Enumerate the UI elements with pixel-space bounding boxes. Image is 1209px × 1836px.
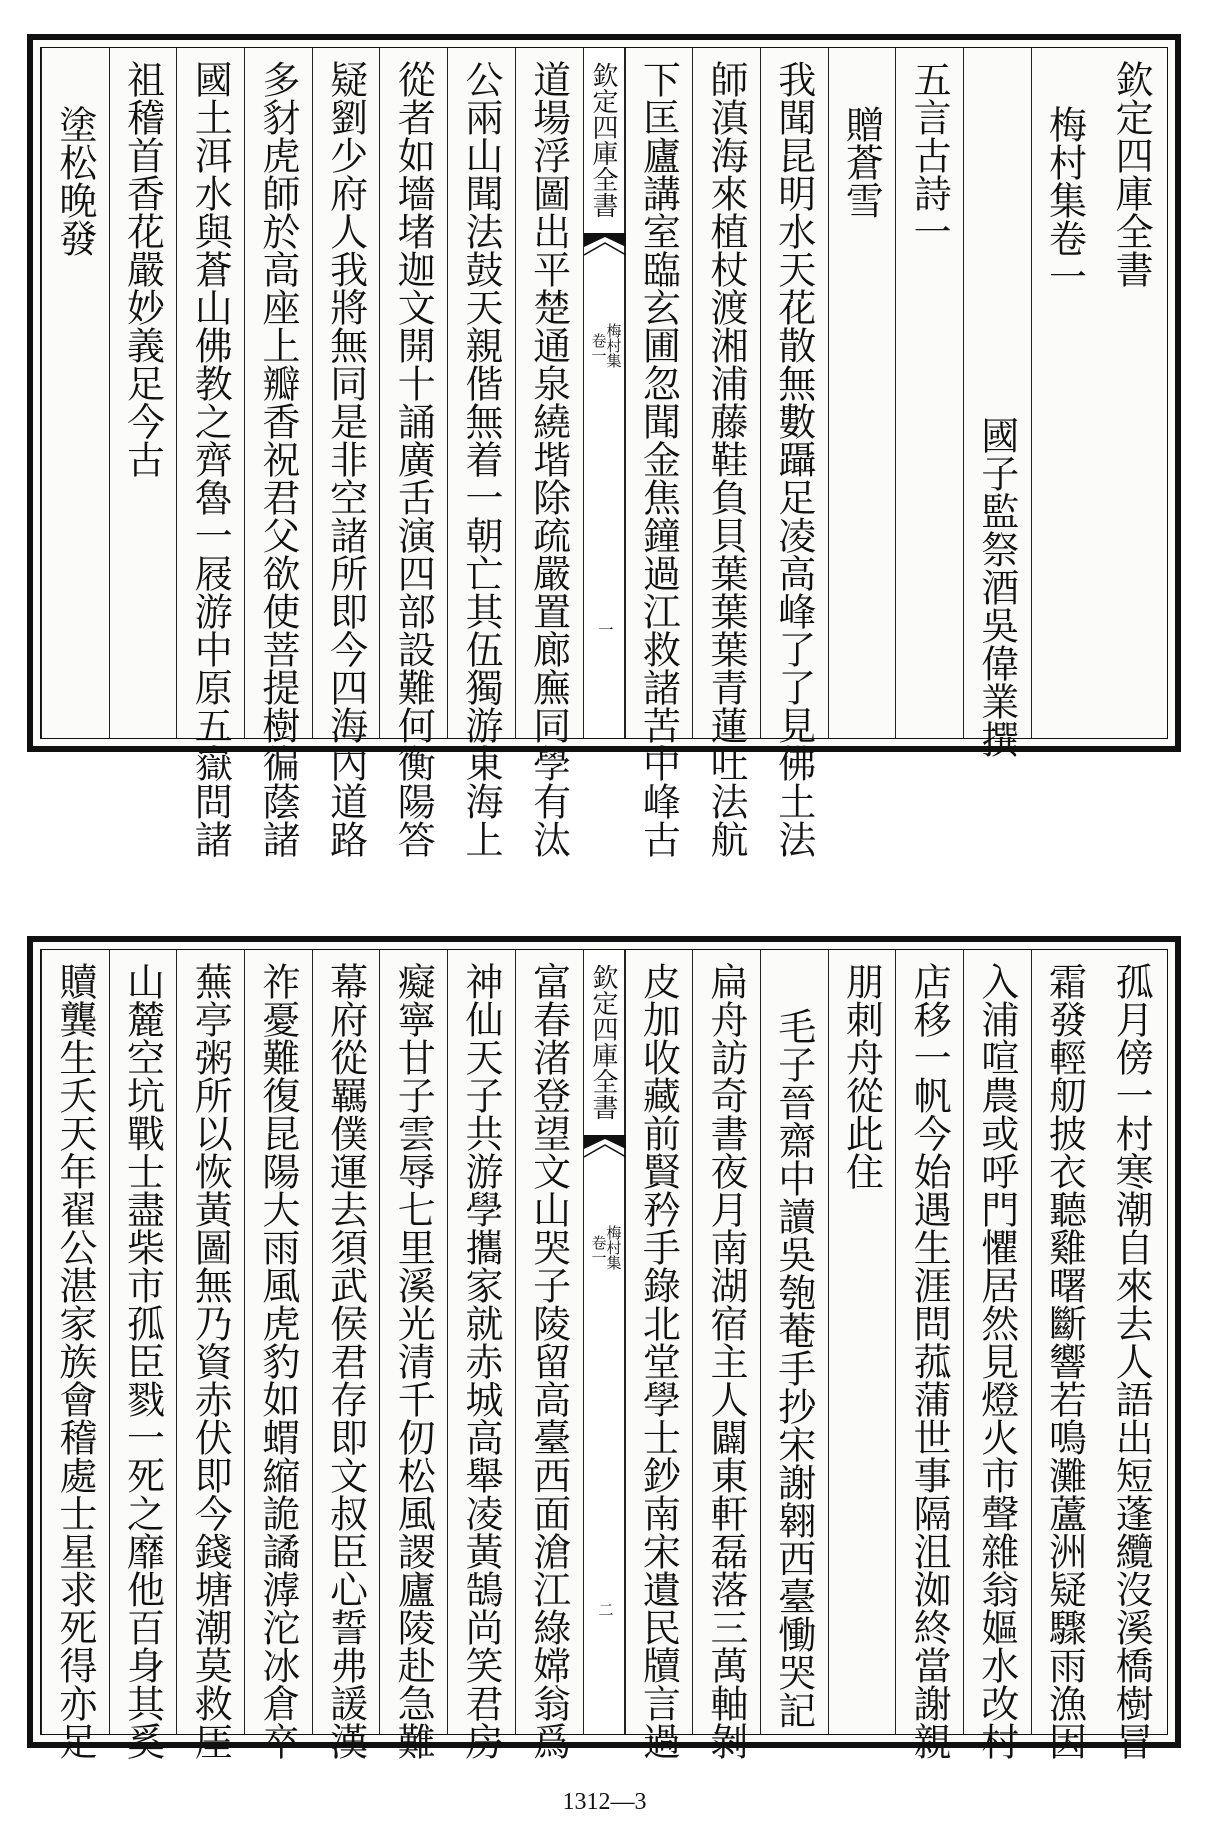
- column-text: 癡寧甘子雲辱七里溪光清千仞松風謖廬陵赴急難: [391, 962, 436, 1760]
- column-text: 祚憂難復昆陽大雨風虎豹如蝟縮詭譎滹沱冰倉卒: [255, 962, 300, 1760]
- top-page-frame: [27, 34, 1181, 858]
- text-column: [447, 950, 515, 1760]
- column-text: 道場浮圖出平楚通泉繞堦除疏嚴置廊廡同學有汰: [526, 60, 571, 858]
- top-page-inner-border: [40, 47, 1168, 858]
- column-text: 孤月傍一村寒潮自來去人語出短蓬纜沒溪橋樹冒: [1109, 962, 1154, 1760]
- text-column: [625, 950, 693, 1760]
- text-column: [1031, 48, 1099, 738]
- strip-book-name: 梅村集: [604, 1225, 623, 1270]
- text-column: [41, 950, 109, 1760]
- text-column: [692, 950, 760, 1760]
- strip-title: 欽定四庫全書: [588, 964, 618, 1120]
- text-column: [379, 48, 447, 858]
- column-text: 皮加收藏前賢矜手錄北堂學士鈔南宋遺民牘言過: [636, 962, 681, 1760]
- column-text: 欽定四庫全書: [1109, 60, 1154, 288]
- text-column: [109, 48, 177, 738]
- column-text: 祖稽首香花嚴妙義足今古: [120, 60, 165, 478]
- fishtail-mark: [584, 233, 626, 273]
- column-text: 入浦喧農或呼門懼居然見燈火市聲雜翁嫗水改村: [974, 962, 1019, 1760]
- column-text: 疑劉少府人我將無同是非空諸所即今四海內道路: [323, 60, 368, 858]
- text-column: [625, 48, 693, 858]
- column-text: 國子監祭酒吳偉業撰: [974, 416, 1019, 758]
- text-column: [176, 950, 244, 1760]
- center-fold-strip: [583, 950, 625, 1734]
- column-text: 神仙天子共游學攜家就赤城高舉凌黃鵠尚笑君房: [458, 962, 503, 1760]
- text-column: [895, 950, 963, 1760]
- column-text: 幕府從羈僕運去須武侯君存即文叔臣心誓弗諼漢: [323, 962, 368, 1760]
- column-text: 下匡廬講室臨玄圃忽聞金焦鐘過江救諸苦中峰古: [636, 60, 681, 858]
- strip-juan: 卷一: [589, 1235, 608, 1265]
- bottom-page-inner-border: [40, 949, 1168, 1760]
- text-column: [760, 950, 828, 1734]
- text-column: [447, 48, 515, 858]
- text-column: [963, 48, 1031, 758]
- column-text: 五言古詩一: [907, 60, 952, 250]
- text-column: [692, 48, 760, 858]
- column-text: 朋刺舟從此住: [839, 962, 884, 1190]
- strip-title: 欽定四庫全書: [588, 62, 618, 218]
- strip-page-number: 二: [596, 1602, 615, 1618]
- text-column: [379, 950, 447, 1760]
- column-text: 贈蒼雪: [839, 104, 884, 219]
- strip-book-name: 梅村集: [604, 323, 623, 368]
- column-text: 國土洱水與蒼山佛教之齊魯一屐游中原五嶽問諸: [188, 60, 233, 858]
- bottom-page-frame: [27, 936, 1181, 1760]
- column-text: 霜發輕舠披衣聽雞曙斷響若鳴灘蘆洲疑驟雨漁因: [1042, 962, 1087, 1760]
- column-text: 多豺虎師於高座上瓣香祝君父欲使菩提樹徧蔭諸: [255, 60, 300, 858]
- text-column: [1031, 950, 1099, 1760]
- text-column: [244, 950, 312, 1760]
- column-text: 梅村集卷一: [1042, 104, 1087, 295]
- strip-page-number: 一: [596, 622, 615, 638]
- column-text: 我聞昆明水天花散無數躡足凌高峰了了見佛土法: [771, 60, 816, 858]
- text-column: [1098, 48, 1166, 738]
- column-text: 蕪亭粥所以恢黃圖無乃資赤伏即今錢塘潮莫救厓: [188, 962, 233, 1760]
- column-text: 塗松晚發: [52, 104, 97, 257]
- column-text: 富春渚登望文山哭子陵留高臺西面滄江綠嫦翁爲: [526, 962, 571, 1760]
- strip-juan: 卷一: [589, 333, 608, 363]
- column-text: 毛子晉齋中讀吳匏菴手抄宋謝翱西臺慟哭記: [771, 1006, 816, 1729]
- text-column: [828, 48, 896, 738]
- column-text: 扁舟訪奇書夜月南湖宿主人闢東軒磊落三萬軸剝: [704, 962, 749, 1760]
- column-text: 贖龔生夭天年翟公湛家族會稽處士星求死得亦足: [52, 962, 97, 1760]
- text-column: [963, 950, 1031, 1760]
- text-column: [515, 950, 583, 1760]
- column-text: 師滇海來植杖渡湘浦藤鞋負貝葉葉葉青蓮吐法航: [704, 60, 749, 858]
- page-number: 1312—3: [562, 1789, 647, 1815]
- text-column: [1098, 950, 1166, 1760]
- text-column: [760, 48, 828, 858]
- text-column: [515, 48, 583, 858]
- text-column: [244, 48, 312, 858]
- text-column: [176, 48, 244, 858]
- column-text: 公兩山聞法鼓天親偕無着一朝亡其伍獨游東海上: [458, 60, 503, 858]
- text-column: [895, 48, 963, 738]
- fishtail-mark: [584, 1135, 626, 1175]
- text-column: [312, 48, 380, 858]
- column-text: 山麓空坑戰士盡柴市孤臣戮一死之靡他百身其奚: [120, 962, 165, 1760]
- text-column: [312, 950, 380, 1760]
- text-column: [109, 950, 177, 1760]
- center-fold-strip: [583, 48, 625, 738]
- text-column: [828, 950, 896, 1734]
- column-text: 店移一帆今始遇生涯問菰蒲世事隔沮洳終當謝親: [907, 962, 952, 1760]
- text-column: [41, 48, 109, 738]
- column-text: 從者如墻堵迦文開十誦廣舌演四部設難何衡陽答: [391, 60, 436, 858]
